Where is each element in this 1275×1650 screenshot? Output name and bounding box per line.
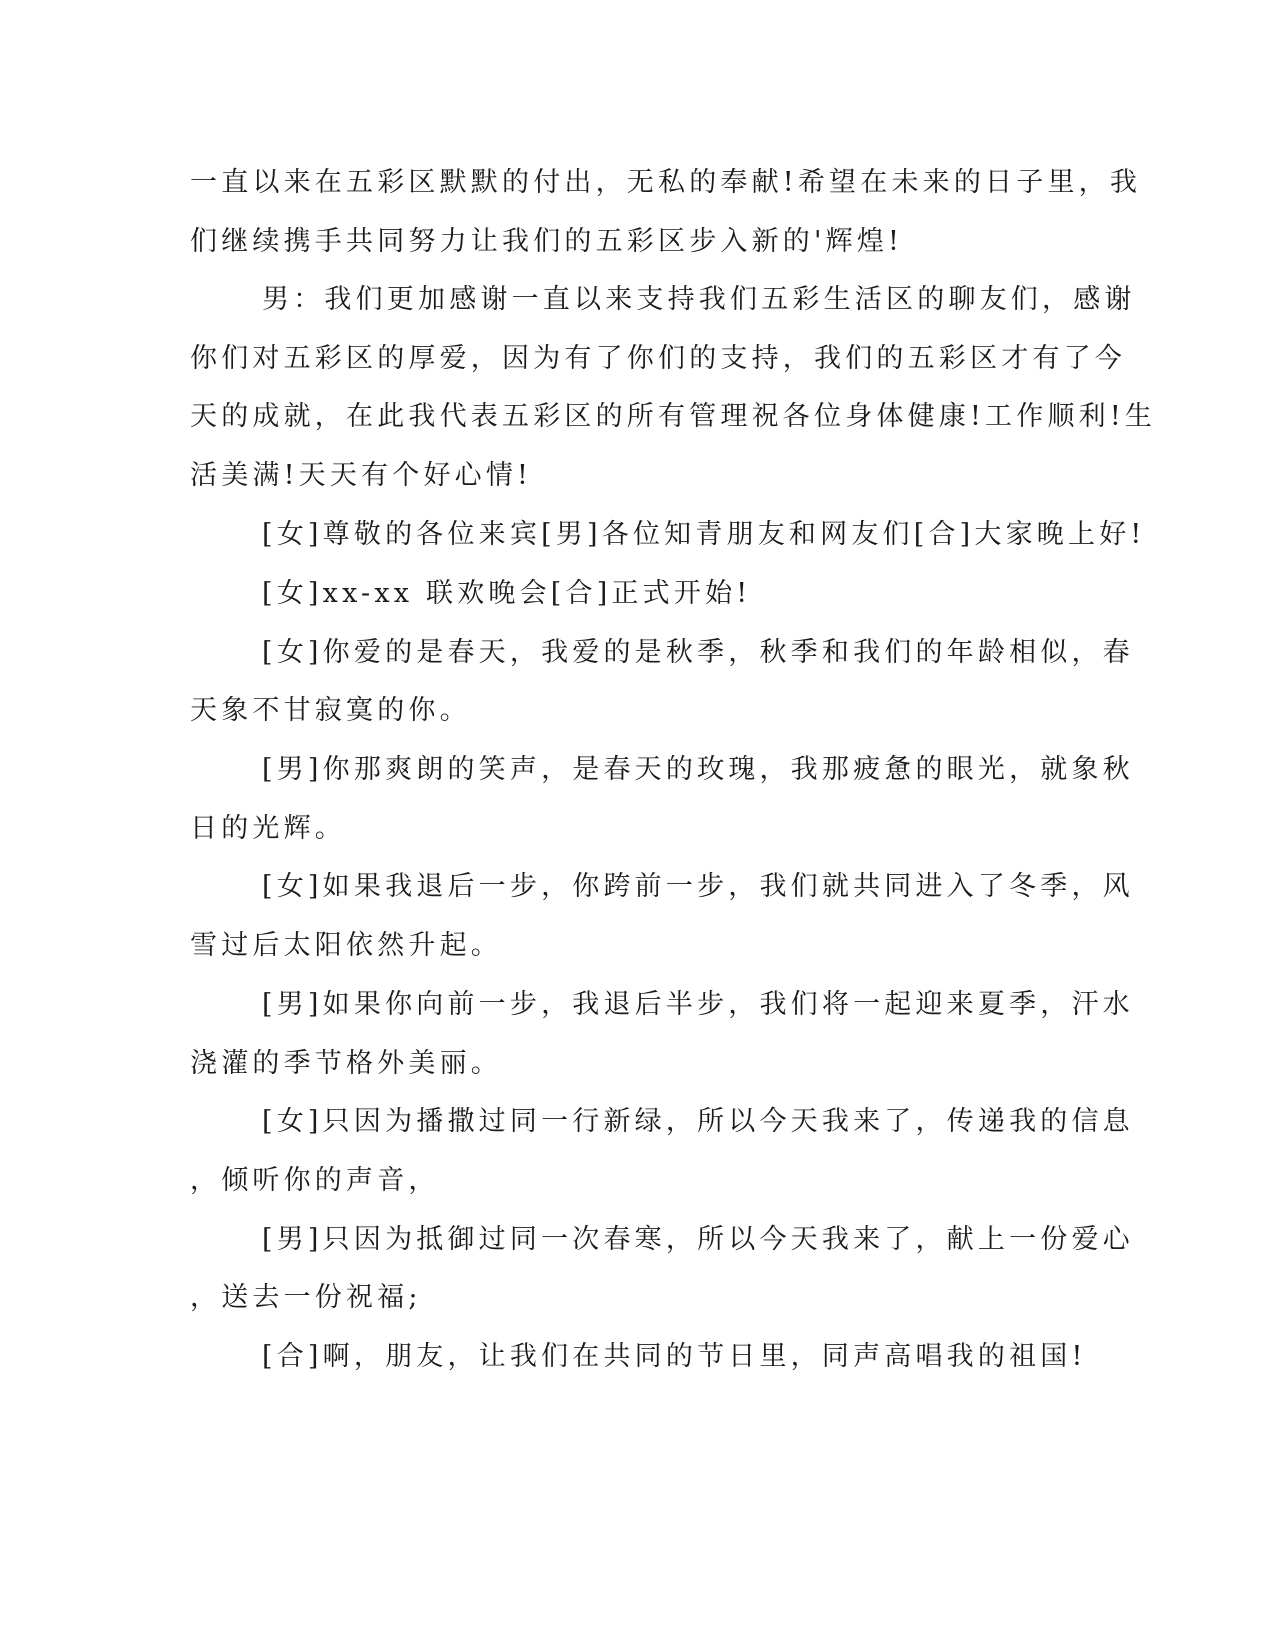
paragraph-start-line: [男]如果你向前一步，我退后半步，我们将一起迎来夏季，汗水 xyxy=(262,989,1134,1020)
text-line: 日的光辉。 xyxy=(190,813,346,844)
paragraph-start-line: [女]只因为播撒过同一行新绿，所以今天我来了，传递我的信息 xyxy=(262,1106,1134,1137)
paragraph-start-line: [女]尊敬的各位来宾[男]各位知青朋友和网友们[合]大家晚上好! xyxy=(262,519,1146,550)
paragraph-start-line: [合]啊，朋友，让我们在共同的节日里，同声高唱我的祖国! xyxy=(262,1341,1087,1372)
text-line: 们继续携手共同努力让我们的五彩区步入新的'辉煌! xyxy=(190,226,904,257)
paragraph-start-line: 男：我们更加感谢一直以来支持我们五彩生活区的聊友们，感谢 xyxy=(262,284,1136,315)
text-line: 浇灌的季节格外美丽。 xyxy=(190,1048,502,1079)
text-line: ，送去一份祝福; xyxy=(190,1282,422,1313)
paragraph-start-line: [男]只因为抵御过同一次春寒，所以今天我来了，献上一份爱心 xyxy=(262,1224,1134,1255)
text-line: 一直以来在五彩区默默的付出，无私的奉献!希望在未来的日子里，我 xyxy=(190,167,1142,198)
paragraph-start-line: [男]你那爽朗的笑声，是春天的玫瑰，我那疲惫的眼光，就象秋 xyxy=(262,754,1134,785)
text-line: 天的成就，在此我代表五彩区的所有管理祝各位身体健康!工作顺利!生 xyxy=(190,401,1157,432)
paragraph-start-line: [女]你爱的是春天，我爱的是秋季，秋季和我们的年龄相似，春 xyxy=(262,637,1134,668)
paragraph-start-line: [女]如果我退后一步，你跨前一步，我们就共同进入了冬季，风 xyxy=(262,871,1134,902)
text-line: 活美满!天天有个好心情! xyxy=(190,460,533,491)
text-line: 天象不甘寂寞的你。 xyxy=(190,695,471,726)
paragraph-start-line: [女]xx-xx 联欢晚会[合]正式开始! xyxy=(262,578,752,609)
text-line: ，倾听你的声音， xyxy=(190,1165,440,1196)
text-line: 雪过后太阳依然升起。 xyxy=(190,930,502,961)
text-line: 你们对五彩区的厚爱，因为有了你们的支持，我们的五彩区才有了今 xyxy=(190,343,1126,374)
